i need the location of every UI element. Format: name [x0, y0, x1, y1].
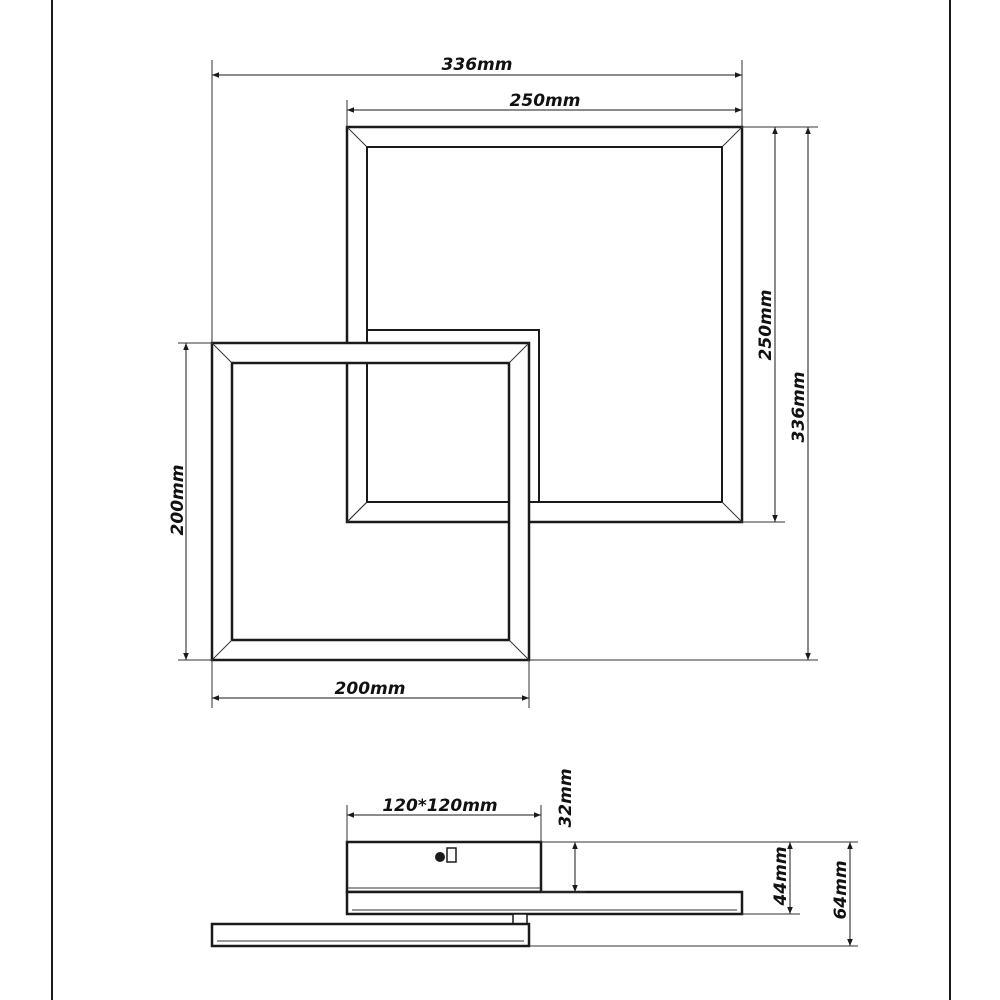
- dim-total-width-label: 336mm: [441, 55, 513, 75]
- dim-base-size: [347, 796, 541, 842]
- side-view: [212, 768, 858, 946]
- connector: [513, 914, 527, 924]
- screw-icon: [435, 852, 445, 862]
- dim-small-height: [168, 343, 212, 660]
- lower-bar: [212, 924, 529, 946]
- dim-large-width: [347, 91, 742, 127]
- dim-small-height-label: 200mm: [168, 464, 188, 536]
- dim-total-height-side-label: 64mm: [831, 860, 851, 920]
- dim-small-width: [212, 660, 529, 708]
- upper-bar: [347, 892, 742, 914]
- dim-small-width-label: 200mm: [334, 679, 406, 699]
- dim-base-size-label: 120*120mm: [382, 796, 498, 816]
- dim-total-height-label: 336mm: [789, 371, 809, 443]
- large-square-frame: [347, 127, 742, 522]
- dim-base-height: [541, 768, 585, 892]
- top-view: [168, 55, 818, 708]
- dim-large-width-label: 250mm: [509, 91, 581, 111]
- dim-upper-height-label: 44mm: [771, 846, 791, 906]
- base-box: [347, 842, 541, 892]
- dim-large-height-label: 250mm: [756, 289, 776, 361]
- dim-large-height: [742, 127, 785, 522]
- dim-base-height-label: 32mm: [556, 768, 576, 828]
